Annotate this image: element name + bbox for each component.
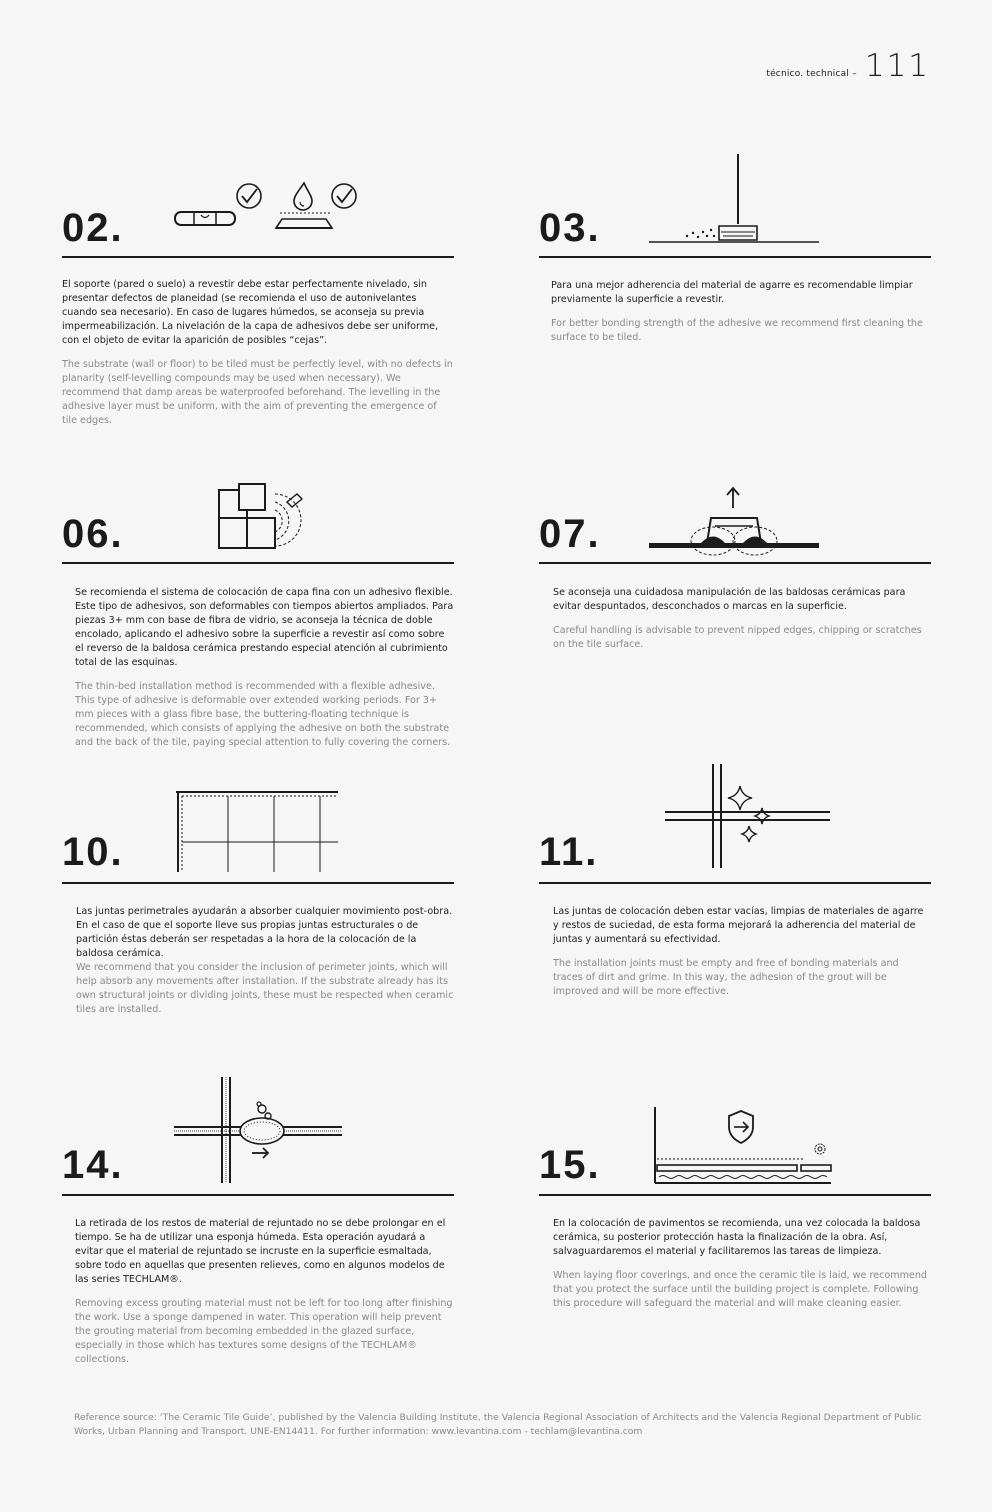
page-number: 111 [864, 48, 930, 84]
text-es: Las juntas de colocación deben estar vacías, limpias de materiales de agarre y restos de suciedad, de esta forma mejorará la adherencia del material de juntas y aumentará su efectividad. [553, 906, 924, 945]
tile-lifter-icon [649, 486, 829, 556]
page-header [766, 48, 930, 84]
text-en: When laying floor coverings, and once the ceramic tile is laid, we recommend that you protect the surface until the building project is complete. Following this procedure will safeguard the material and will make cleaning easier. [553, 1270, 927, 1309]
section-text [75, 586, 455, 750]
section-text [551, 279, 931, 345]
section-text [553, 1217, 931, 1311]
text-es: Para una mejor adherencia del material de agarre es recomendable limpiar previamente la superficie a revestir. [551, 280, 913, 305]
text-es: Las juntas perimetrales ayudarán a absorber cualquier movimiento post-obra. En el caso de que el soporte lleve sus propias juntas estructurales o de partición éstas deberán ser respetadas a la hora de la colocación de la baldosa cerámica. [76, 906, 453, 959]
section-rule [539, 882, 931, 884]
section-07 [539, 480, 931, 770]
text-en: Careful handling is advisable to prevent nipped edges, chipping or scratches on the tile surface. [553, 625, 922, 650]
floor-protection-icon [653, 1107, 833, 1187]
text-en: The substrate (wall or floor) to be tiled must be perfectly level, with no defects in planarity (self-levelling compounds may be used when necessary). We recommend that damp areas be waterproofed beforehand. The levelling in the adhesive layer must be uniform, with the aim of preventing the emergence of tile edges. [62, 359, 453, 426]
step-number: 02. [62, 206, 124, 250]
section-text [553, 905, 931, 999]
step-number: 06. [62, 512, 124, 556]
text-en: Removing excess grouting material must not be left for too long after finishing the work. Use a sponge dampened in water. This operation will help prevent the grouting material from becoming embedded in the glazed surface, especially in those which has textures some designs of the TECHLAM® collections. [75, 1298, 453, 1365]
section-rule [62, 562, 454, 564]
text-es: Se recomienda el sistema de colocación de capa fina con un adhesivo flexible. Este tipo de adhesivos, son deformables con tiempos abiertos ampliados. Para piezas 3+ mm con base de fibra de vidrio, se aconseja la técnica de doble encolado, aplicando el adhesivo sobre la superficie a revestir así como sobre el reverso de la baldosa cerámica prestando especial atención al cubrimiento total de las esquinas. [75, 587, 454, 668]
text-en: We recommend that you consider the inclusion of perimeter joints, which will help absorb any movements after installation. If the substrate already has its own structural joints or dividing joints, these must be respected when ceramic tiles are installed. [76, 962, 454, 1015]
text-es: El soporte (pared o suelo) a revestir debe estar perfectamente nivelado, sin presentar defectos de planeidad (se recomienda el uso de autonivelantes cuando sea necesario). En caso de lugares húmedos, se aconseja su previa impermeabilización. La nivelación de la capa de adhesivos debe ser uniforme, con el objeto de evitar la aparición de posibles “cejas”. [62, 279, 439, 346]
section-rule [539, 562, 931, 564]
sponge-cleaning-icon [174, 1075, 344, 1187]
step-number: 15. [539, 1143, 601, 1187]
perimeter-joint-icon [176, 790, 346, 875]
section-11 [539, 790, 931, 1060]
section-text [75, 1217, 455, 1367]
broom-icon [649, 152, 829, 247]
section-14 [62, 1075, 454, 1375]
section-text [76, 905, 456, 1017]
step-number: 03. [539, 206, 601, 250]
reference-footer: Reference source: ‘The Ceramic Tile Guide’, published by the Valencia Building Institute, the Valencia Regional Association of Architects and the Valencia Regional Department of Public Works, Urban Planning and Transport. UNE-EN14411. For further information: www.levantina.com - techlam@levantina.com [74, 1412, 922, 1437]
text-en: For better bonding strength of the adhesive we recommend first cleaning the surface to be tiled. [551, 318, 923, 343]
text-en: The thin-bed installation method is recommended with a flexible adhesive. This type of adhesive is deformable over extended working periods. For 3+ mm pieces with a glass fibre base, the buttering-floating technique is recommended, which consists of applying the adhesive on both the substrate and the back of the tile, paying special attention to fully covering the corners. [75, 681, 451, 748]
clean-joint-icon [665, 764, 835, 874]
step-number: 10. [62, 830, 124, 874]
tiles-adhesive-icon [217, 482, 317, 552]
section-rule [62, 1194, 454, 1196]
step-number: 11. [539, 830, 599, 874]
section-10 [62, 790, 454, 1060]
section-text [553, 586, 931, 652]
step-number: 14. [62, 1143, 124, 1187]
section-02 [62, 140, 454, 460]
text-es: La retirada de los restos de material de rejuntado no se debe prolongar en el tiempo. Se ha de utilizar una esponja húmeda. Esta operación ayudará a evitar que el material de rejuntado se incruste en la superficie esmaltada, sobre todo en aquellas que presenten relieves, como en algunos modelos de las series TECHLAM®. [75, 1218, 446, 1285]
section-text [62, 278, 454, 428]
section-03 [539, 140, 931, 460]
level-and-waterproof-icon [172, 178, 372, 238]
text-es: Se aconseja una cuidadosa manipulación de las baldosas cerámicas para evitar despuntados, desconchados o marcas en la superficie. [553, 587, 906, 612]
section-15 [539, 1075, 931, 1375]
text-es: En la colocación de pavimentos se recomienda, una vez colocada la baldosa cerámica, su posterior protección hasta la finalización de la obra. Así, salvaguardaremos el material y facilitaremos las tareas de limpieza. [553, 1218, 921, 1257]
text-en: The installation joints must be empty and free of bonding materials and traces of dirt and grime. In this way, the adhesion of the grout will be improved and will be more effective. [553, 958, 899, 997]
step-number: 07. [539, 512, 601, 556]
section-06 [62, 480, 454, 770]
header-label: técnico. technical – [766, 69, 857, 79]
section-rule [62, 256, 454, 258]
section-rule [539, 256, 931, 258]
section-rule [62, 882, 454, 884]
section-rule [539, 1194, 931, 1196]
